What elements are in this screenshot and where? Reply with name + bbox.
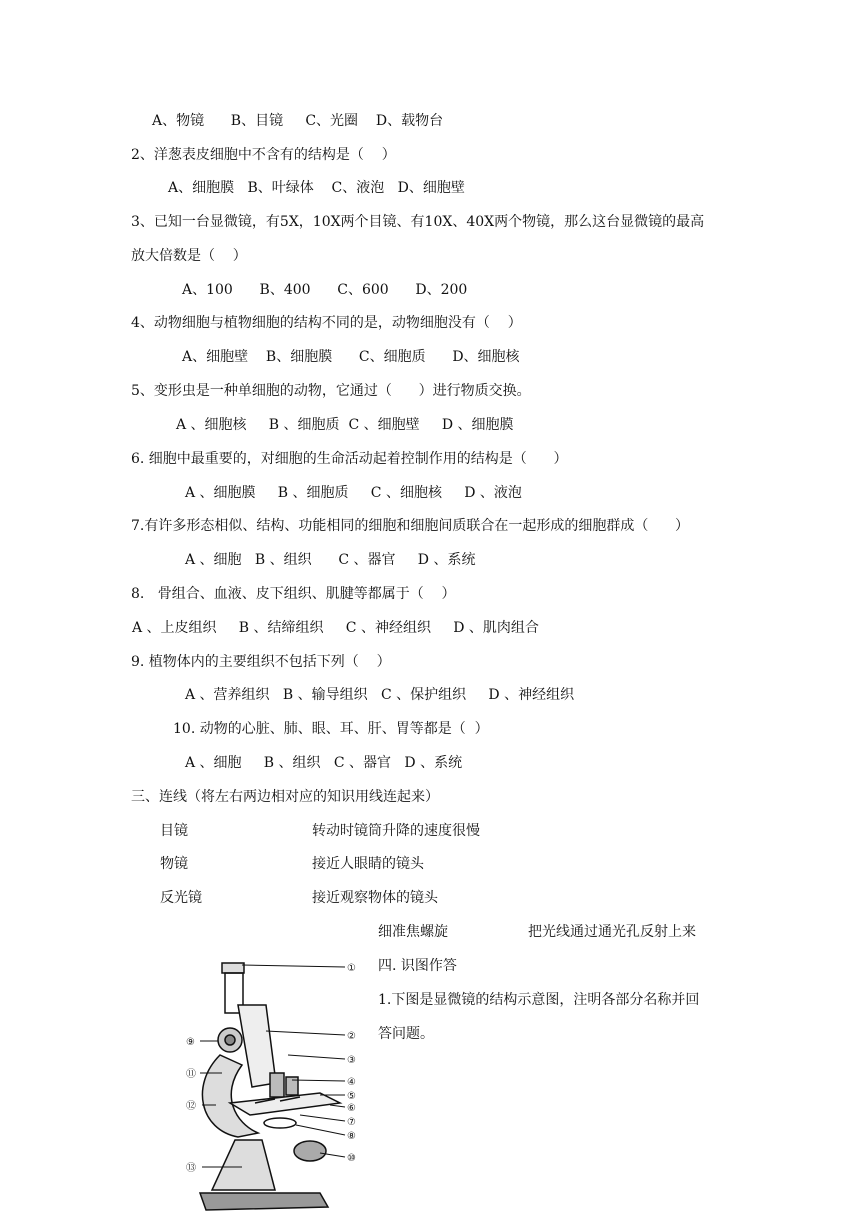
line-q1-options: A、物镜 B、目镜 C、光圈 D、载物台 (152, 113, 444, 129)
line-q10: 10. 动物的心脏、肺、眼、耳、肝、胃等都是（ ） (173, 721, 489, 737)
line-q10-options: A 、细胞 B 、组织 C 、器官 D 、系统 (185, 755, 463, 771)
line-q3: 3、已知一台显微镜，有5X，10X两个目镜、有10X、40X两个物镜，那么这台显微镜的最高 (131, 214, 705, 230)
match-right-1: 转动时镜筒升降的速度很慢 (312, 823, 480, 839)
line-q6-options: A 、细胞膜 B 、细胞质 C 、细胞核 D 、液泡 (185, 485, 522, 501)
label-9: ⑨ (186, 1037, 195, 1048)
label-5: ⑤ (347, 1091, 356, 1102)
label-13: ⑬ (186, 1163, 196, 1174)
section-4-q1: 1.下图是显微镜的结构示意图，注明各部分名称并回 (378, 992, 700, 1008)
line-q6: 6. 细胞中最重要的，对细胞的生命活动起着控制作用的结构是（ ） (131, 451, 568, 467)
line-q3-options: A、100 B、400 C、600 D、200 (182, 282, 468, 298)
match-right-2: 接近人眼睛的镜头 (312, 856, 424, 872)
match-left-3: 反光镜 (160, 890, 202, 906)
label-7: ⑦ (347, 1117, 356, 1128)
match-left-1: 目镜 (160, 823, 188, 839)
line-q5: 5、变形虫是一种单细胞的动物，它通过（ ）进行物质交换。 (131, 383, 531, 399)
label-6: ⑥ (347, 1103, 356, 1114)
line-q8: 8. 骨组合、血液、皮下组织、肌腱等都属于（ ） (131, 586, 456, 602)
line-q7: 7.有许多形态相似、结构、功能相同的细胞和细胞间质联合在一起形成的细胞群成（ ） (131, 518, 690, 534)
line-q4: 4、动物细胞与植物细胞的结构不同的是，动物细胞没有（ ） (131, 315, 522, 331)
match-right-3: 接近观察物体的镜头 (312, 890, 438, 906)
label-12: ⑫ (186, 1101, 196, 1112)
section-4-heading: 四. 识图作答 (378, 958, 457, 974)
label-4: ④ (347, 1077, 356, 1088)
line-q5-options: A 、细胞核 B 、细胞质 C 、细胞壁 D 、细胞膜 (176, 417, 514, 433)
label-10: ⑩ (347, 1153, 356, 1164)
line-q3-cont: 放大倍数是（ ） (131, 248, 247, 264)
label-8: ⑧ (347, 1131, 356, 1142)
match-right-4: 把光线通过通光孔反射上来 (528, 924, 696, 940)
label-11: ⑪ (186, 1069, 196, 1080)
label-2: ② (347, 1031, 356, 1042)
match-left-4: 细准焦螺旋 (378, 924, 448, 940)
label-1: ① (347, 963, 356, 974)
line-q7-options: A 、细胞 B 、组织 C 、器官 D 、系统 (185, 552, 476, 568)
line-q8-options: A 、上皮组织 B 、结缔组织 C 、神经组织 D 、肌肉组合 (132, 620, 539, 636)
microscope-diagram (180, 955, 370, 1216)
section-4-q1-cont: 答问题。 (378, 1026, 434, 1042)
match-left-2: 物镜 (160, 856, 188, 872)
line-q9: 9. 植物体内的主要组织不包括下列（ ） (131, 654, 391, 670)
line-q9-options: A 、营养组织 B 、输导组织 C 、保护组织 D 、神经组织 (185, 687, 575, 703)
line-q2-options: A、细胞膜 B、叶绿体 C、液泡 D、细胞壁 (168, 180, 465, 196)
section-3-heading: 三、连线（将左右两边相对应的知识用线连起来） (131, 789, 439, 805)
label-3: ③ (347, 1055, 356, 1066)
line-q2: 2、洋葱表皮细胞中不含有的结构是（ ） (131, 147, 396, 163)
line-q4-options: A、细胞壁 B、细胞膜 C、细胞质 D、细胞核 (182, 349, 520, 365)
